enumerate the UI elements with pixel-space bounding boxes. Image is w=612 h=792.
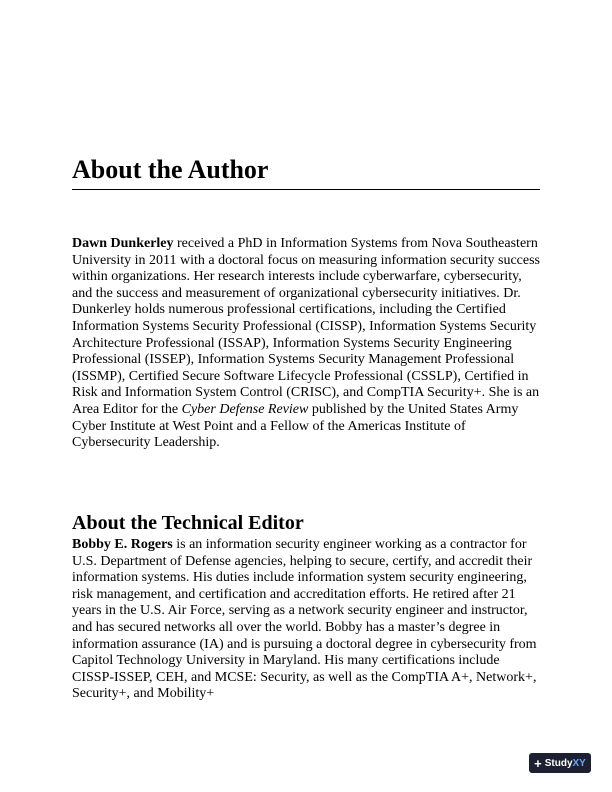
badge-word-xy: XY <box>572 757 586 769</box>
editor-bio <box>72 537 542 703</box>
editor-name: Bobby E. Rogers <box>72 537 173 552</box>
page-title: About the Author <box>72 155 269 184</box>
author-bio-text-2: published by the United States Army Cyber Institute at West Point and a Fellow of the Americas Institute of Cybersecurity Leadership. <box>72 401 519 451</box>
title-underline <box>72 189 540 190</box>
author-name: Dawn Dunkerley <box>72 236 174 251</box>
publication-title: Cyber Defense Review <box>181 401 309 417</box>
plus-icon: + <box>534 755 542 771</box>
technical-editor-heading: About the Technical Editor <box>72 512 304 534</box>
author-bio <box>72 236 542 452</box>
editor-bio-text: is an information security engineer working as a contractor for U.S. Department of Defense agencies, helping to secure, certify, and accredit their information systems. His duties include information system security engineering, risk management, and certification and accreditation efforts. He retired after 21 years in the U.S. Air Force, serving as a network security engineer and instructor, and has secured networks all over the world. Bobby has a master’s degree in information assurance (IA) and is pursuing a doctoral degree in cybersecurity from Capitol Technology University in Maryland. His many certifications include CISSP-ISSEP, CEH, and MCSE: Security, as well as the CompTIA A+, Network+, Security+, and Mobility+ <box>72 537 537 702</box>
studyxy-badge[interactable] <box>529 753 591 773</box>
author-bio-text-1: received a PhD in Information Systems from Nova Southeastern University in 2011 with a doctoral focus on measuring information security success within organizations. Her research interests include cyberwarfare, cybersecurity, and the success and measurement of organizational cybersecurity initiatives. Dr. Dunkerley holds numerous professional certifications, including the Certified Information Systems Security Professional (CISSP), Information Systems Security Architecture Professional (ISSAP), Information Systems Security Engineering Professional (ISSEP), Information Systems Security Management Professional (ISSMP), Certified Secure Software Lifecycle Professional (CSSLP), Certified in Risk and Information System Control (CRISC), and CompTIA Security+. She is an Area Editor for the <box>72 236 540 417</box>
badge-word-study: Study <box>544 757 573 769</box>
